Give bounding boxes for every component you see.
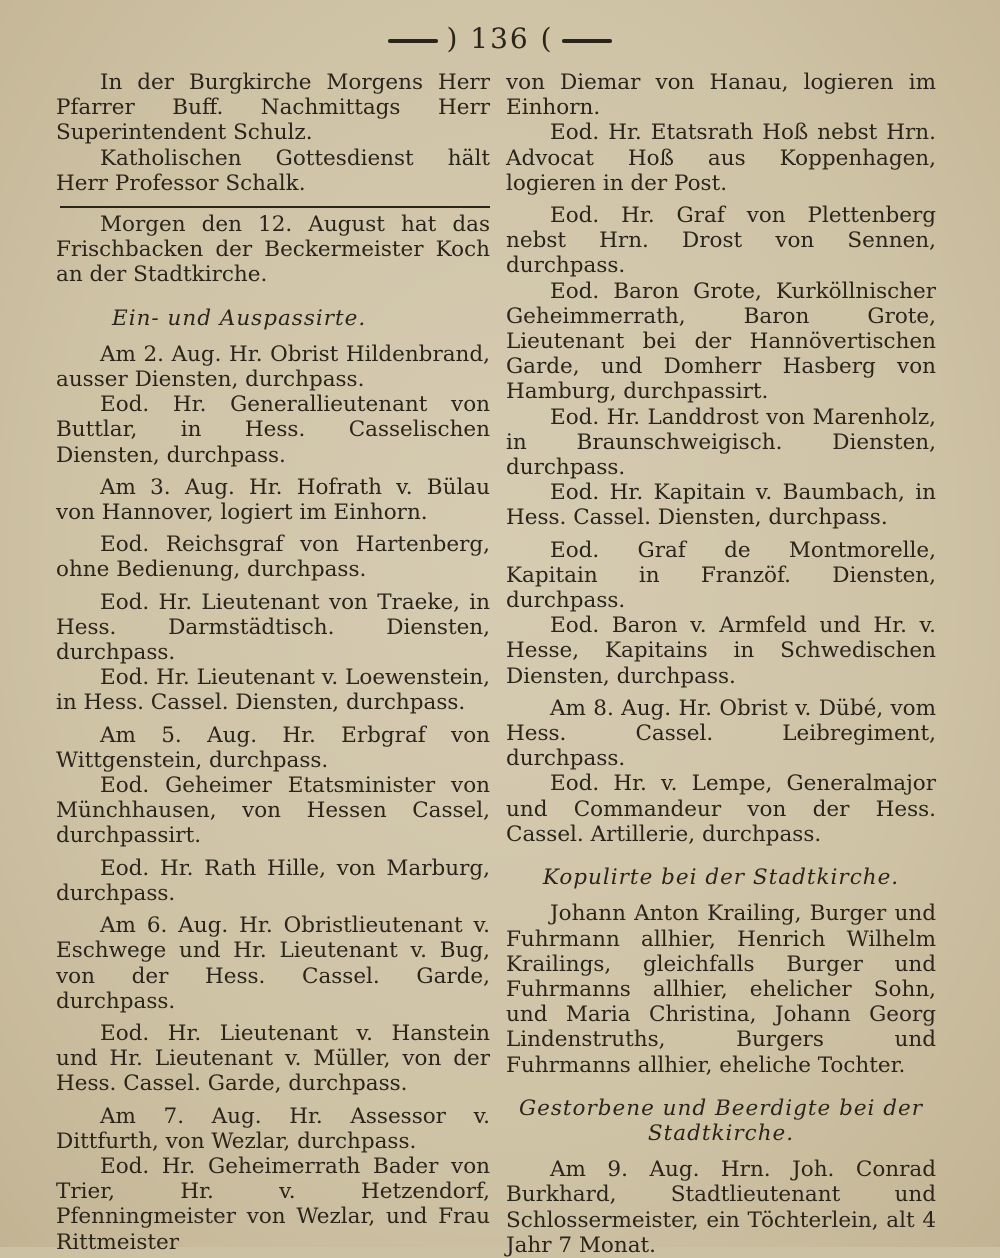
page-number [0, 22, 1000, 55]
page-number-text: ) 136 ( [446, 22, 554, 55]
arrival-entry: Eod. Hr. v. Lempe, Generalmajor und Commandeur von der Hess. Cassel. Artillerie, durchpass. [506, 771, 936, 847]
arrival-entry: Am 5. Aug. Hr. Erbgraf von Wittgenstein, durchpass. [56, 722, 490, 773]
right-ornament-dash [562, 39, 612, 43]
arrival-entry: Eod. Hr. Rath Hille, von Marburg, durchpass. [56, 855, 490, 906]
arrival-entry: Eod. Hr. Landdrost von Marenholz, in Braunschweigisch. Diensten, durchpass. [506, 404, 936, 481]
arrivals-heading: Ein- und Auspassirte. [112, 305, 367, 331]
arrival-entry: Eod. Hr. Lieutenant von Traeke, in Hess. Darmstädtisch. Diensten, durchpass. [56, 589, 490, 666]
arrival-entry: Eod. Hr. Etatsrath Hoß nebst Hrn. Advocat Hoß aus Koppenhagen, logieren in der Post. [506, 120, 936, 196]
arrival-entry: Eod. Reichsgraf von Hartenberg, ohne Bedienung, durchpass. [56, 532, 490, 583]
arrival-entry: Eod. Hr. Kapitain v. Baumbach, in Hess. Cassel. Diensten, durchpass. [506, 480, 936, 531]
deaths-heading: Gestorbene und Beerdigte bei der Stadtkirche. [518, 1095, 924, 1146]
arrival-entry: Eod. Baron Grote, Kurköllnischer Geheimmerrath, Baron Grote, Lieutenant bei der Hannövertischen Garde, und Domherr Hasberg von Hamburg, durchpassirt. [506, 278, 936, 405]
catholic-service-notice: Katholischen Gottesdienst hält Herr Professor Schalk. [56, 145, 490, 196]
arrival-entry: Am 6. Aug. Hr. Obristlieutenant v. Eschwege und Hr. Lieutenant v. Bug, von der Hess. Cassel. Garde, durchpass. [56, 913, 490, 1014]
arrival-entry: Am 2. Aug. Hr. Obrist Hildenbrand, ausser Diensten, durchpass. [56, 341, 490, 393]
arrival-entry: Am 8. Aug. Hr. Obrist v. Dübé, vom Hess. Cassel. Leibregiment, durchpass. [506, 695, 936, 772]
section-divider-rule [60, 206, 490, 208]
bakery-notice: Morgen den 12. August hat das Frischbacken der Beckermeister Koch an der Stadtkirche. [56, 212, 490, 288]
arrival-entry: Eod. Geheimer Etatsminister von Münchhausen, von Hessen Cassel, durchpassirt. [56, 773, 490, 849]
arrival-entry-continued: von Diemar von Hanau, logieren im Einhorn. [506, 70, 936, 121]
arrival-entry: Eod. Graf de Montmorelle, Kapitain in Franzöf. Diensten, durchpass. [506, 537, 936, 614]
arrival-entry: Am 3. Aug. Hr. Hofrath v. Bülau von Hannover, logiert im Einhorn. [56, 474, 490, 526]
left-ornament-dash [388, 39, 438, 43]
church-service-notice: In der Burgkirche Morgens Herr Pfarrer Buff. Nachmittags Herr Superintendent Schulz. [56, 70, 490, 146]
right-column [506, 70, 936, 1258]
arrival-entry: Eod. Hr. Lieutenant v. Loewenstein, in Hess. Cassel. Diensten, durchpass. [56, 665, 490, 716]
arrival-entry: Eod. Hr. Graf von Plettenberg nebst Hrn. Drost von Sennen, durchpass. [506, 203, 936, 279]
arrival-entry: Am 7. Aug. Hr. Assessor v. Dittfurth, von Wezlar, durchpass. [56, 1103, 490, 1154]
arrival-entry: Eod. Hr. Geheimerrath Bader von Trier, Hr. v. Hetzendorf, Pfenningmeister von Wezlar, und Frau Rittmeister [56, 1153, 490, 1255]
marriage-entry: Johann Anton Krailing, Burger und Fuhrmann allhier, Henrich Wilhelm Krailings, gleichfalls Burger und Fuhrmanns allhier, ehelicher Sohn, und Maria Christina, Johann Georg Lindenstruths, Burgers und Fuhrmanns allhier, eheliche Tochter. [506, 901, 936, 1078]
arrival-entry: Eod. Hr. Generallieutenant von Buttlar, in Hess. Casselischen Diensten, durchpass. [56, 392, 490, 468]
death-entry: Am 9. Aug. Hrn. Joh. Conrad Burkhard, Stadtlieutenant und Schlossermeister, ein Töchterlein, alt 4 Jahr 7 Monat. [506, 1157, 936, 1258]
left-column [56, 70, 490, 1255]
arrival-entry: Eod. Baron v. Armfeld und Hr. v. Hesse, Kapitains in Schwedischen Diensten, durchpass. [506, 613, 936, 689]
marriages-heading: Kopulirte bei der Stadtkirche. [542, 865, 900, 891]
arrival-entry: Eod. Hr. Lieutenant v. Hanstein und Hr. Lieutenant v. Müller, von der Hess. Cassel. Garde, durchpass. [56, 1020, 490, 1097]
